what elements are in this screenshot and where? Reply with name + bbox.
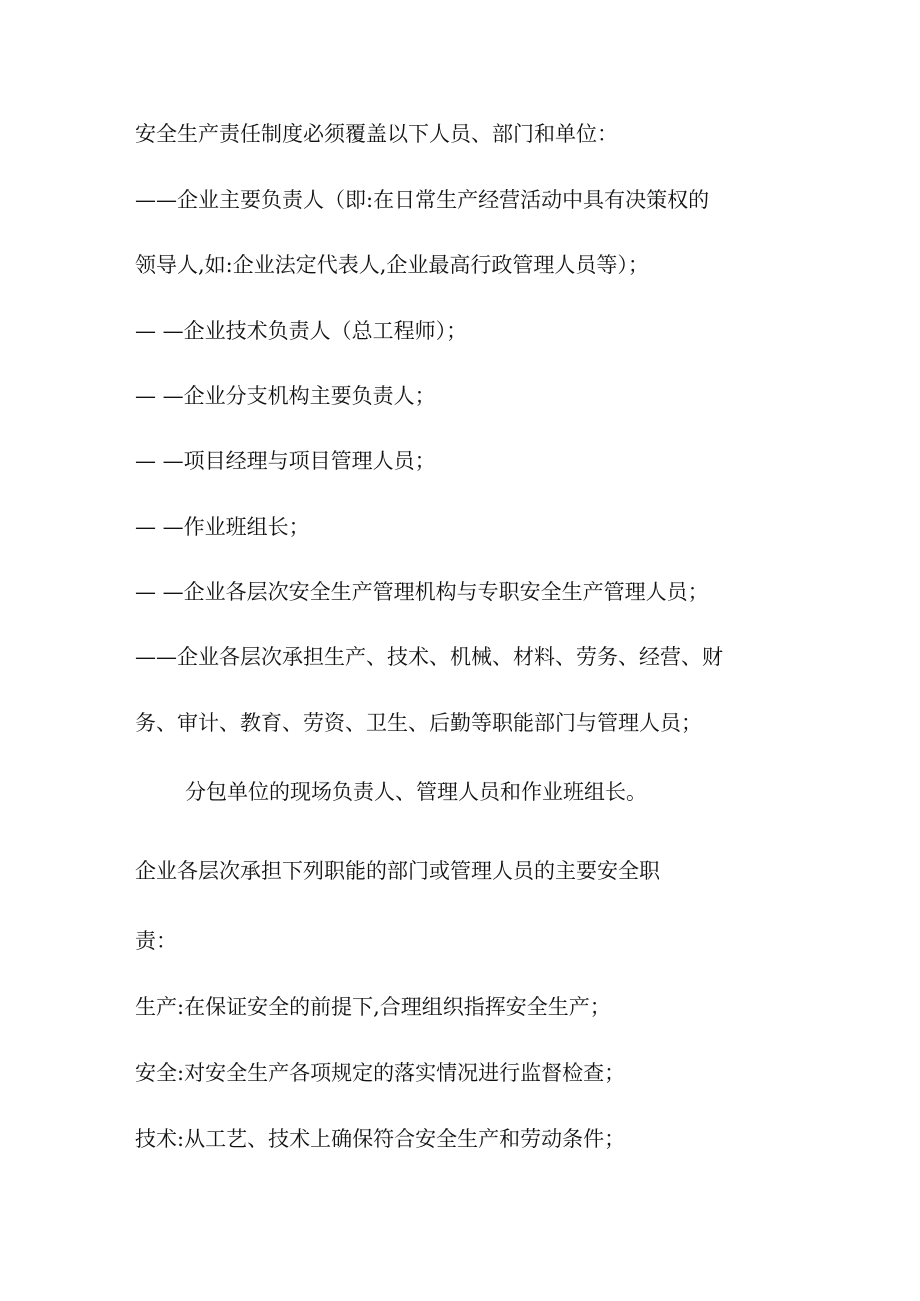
duty-production: 生产:在保证安全的前提下,合理组织指挥安全生产；	[135, 995, 611, 1019]
duty-technology: 技术:从工艺、技术上确保符合安全生产和劳动条件；	[135, 1127, 626, 1151]
list-item-functional-departments: ——企业各层次承担生产、技术、机械、材料、劳务、经营、财	[135, 645, 723, 669]
duties-heading: 企业各层次承担下列职能的部门或管理人员的主要安全职	[135, 859, 660, 883]
list-item-branch-leader: — —企业分支机构主要负责人；	[135, 384, 436, 408]
list-item-project-manager: — —项目经理与项目管理人员；	[135, 449, 436, 473]
duties-heading-continued: 责：	[135, 929, 177, 953]
list-item-safety-management: — —企业各层次安全生产管理机构与专职安全生产管理人员；	[135, 580, 709, 604]
list-item-subcontractor: 分包单位的现场负责人、管理人员和作业班组长。	[185, 780, 647, 804]
list-item-team-leader: — —作业班组长；	[135, 515, 310, 539]
list-item-principal-leader-continued: 领导人,如:企业法定代表人,企业最高行政管理人员等）；	[135, 253, 649, 277]
list-item-principal-leader: ——企业主要负责人（即:在日常生产经营活动中具有决策权的	[135, 188, 710, 212]
duty-safety: 安全:对安全生产各项规定的落实情况进行监督检查；	[135, 1061, 626, 1085]
list-item-functional-departments-continued: 务、审计、教育、劳资、卫生、后勤等职能部门与管理人员；	[135, 711, 702, 735]
coverage-heading: 安全生产责任制度必须覆盖以下人员、部门和单位：	[135, 122, 618, 146]
list-item-technical-leader: — —企业技术负责人（总工程师）；	[135, 319, 468, 343]
